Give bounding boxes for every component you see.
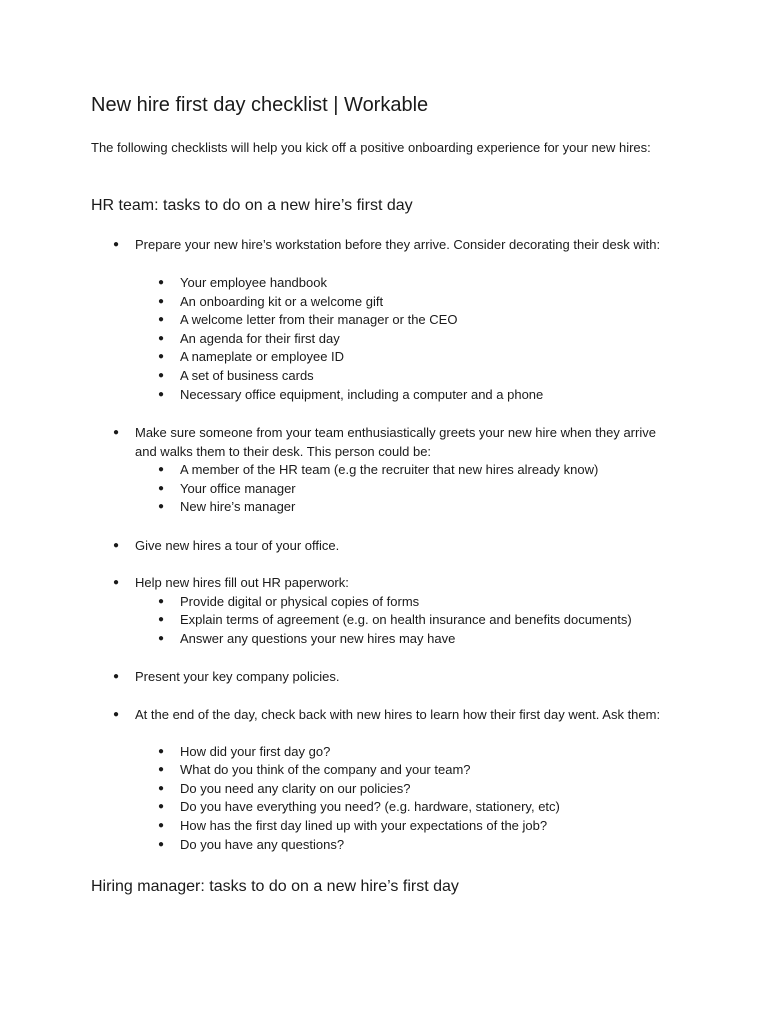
sub-list-item	[158, 330, 680, 349]
sub-list-item-text: Provide digital or physical copies of forms	[180, 593, 420, 609]
sub-list-item-text: An agenda for their first day	[180, 330, 340, 346]
bullet-icon: ●	[158, 614, 165, 626]
sub-list-item	[158, 630, 680, 649]
bullet-icon: ●	[158, 314, 165, 326]
bullet-icon: ●	[113, 539, 120, 551]
bullet-icon: ●	[158, 370, 165, 381]
sub-list-item-text: Do you have everything you need? (e.g. hardware, stationery, etc)	[180, 799, 560, 815]
sub-list-item-text: Answer any questions your new hires may have	[180, 630, 456, 646]
bullet-icon: ●	[158, 277, 165, 288]
bullet-icon: ●	[158, 482, 165, 494]
list-item	[113, 668, 675, 687]
sub-list-item-text: A set of business cards	[180, 368, 314, 383]
list-item	[113, 574, 675, 593]
sub-list-item-text: Your office manager	[180, 480, 296, 496]
sub-list-item-text: New hire’s manager	[180, 499, 296, 515]
sub-list-item-text: Necessary office equipment, including a computer and a phone	[180, 386, 544, 402]
list-item-text: Make sure someone from your team enthusiastically greets your new hire when they arrive and walks them to their desk. This person could be:	[135, 425, 656, 459]
sub-list-item	[158, 367, 680, 386]
sub-list-item-text: How has the first day lined up with your expectations of the job?	[180, 817, 548, 833]
bullet-icon: ●	[158, 745, 165, 757]
sub-list-item-text: A member of the HR team (e.g the recruiter that new hires already know)	[180, 462, 599, 478]
sub-list-item	[158, 480, 680, 499]
sub-list-item-text: What do you think of the company and your team?	[180, 762, 471, 778]
bullet-icon: ●	[113, 708, 120, 720]
bullet-icon: ●	[158, 801, 165, 813]
intro-paragraph: The following checklists will help you kick off a positive onboarding experience for your new hires:	[91, 140, 651, 155]
sub-list-item-text: Your employee handbook	[180, 275, 327, 290]
list-item	[113, 424, 675, 461]
list-item-text: Help new hires fill out HR paperwork:	[135, 574, 349, 590]
sub-list-item-text: A nameplate or employee ID	[180, 349, 345, 365]
sub-list-item	[158, 293, 680, 312]
list-item-text: Present your key company policies.	[135, 669, 340, 684]
sub-list-item-text: Explain terms of agreement (e.g. on health insurance and benefits documents)	[180, 612, 632, 628]
bullet-icon: ●	[158, 501, 165, 513]
sub-list-item	[158, 593, 680, 612]
bullet-icon: ●	[158, 295, 165, 307]
list-item	[113, 236, 675, 255]
sub-list-item-text: Do you need any clarity on our policies?	[180, 780, 411, 796]
sub-list-item	[158, 274, 680, 293]
sub-list-item-text: An onboarding kit or a welcome gift	[180, 293, 384, 309]
list-item	[113, 706, 675, 725]
sub-list-item	[158, 461, 680, 480]
bullet-icon: ●	[158, 464, 165, 476]
sub-list-item	[158, 498, 680, 517]
sub-list-item-text: Do you have any questions?	[180, 836, 345, 852]
bullet-icon: ●	[158, 764, 165, 776]
bullet-icon: ●	[113, 427, 120, 438]
bullet-icon: ●	[158, 838, 165, 850]
document-title: New hire first day checklist | Workable	[91, 94, 429, 116]
list-item	[113, 537, 675, 556]
hiring-manager-heading: Hiring manager: tasks to do on a new hire’s first day	[91, 878, 459, 895]
sub-list-item-text: How did your first day go?	[180, 743, 331, 759]
sub-list-item	[158, 348, 680, 367]
bullet-icon: ●	[158, 819, 165, 831]
sub-list-item-text: A welcome letter from their manager or the CEO	[180, 312, 458, 328]
sub-list-item	[158, 386, 680, 405]
sub-list-item	[158, 817, 680, 836]
bullet-icon: ●	[158, 632, 165, 644]
bullet-icon: ●	[158, 782, 165, 794]
sub-list-item	[158, 611, 680, 630]
bullet-icon: ●	[113, 576, 120, 588]
sub-list-item	[158, 780, 680, 799]
bullet-icon: ●	[158, 595, 165, 607]
sub-list-item	[158, 761, 680, 780]
bullet-icon: ●	[158, 388, 165, 400]
hr-team-heading: HR team: tasks to do on a new hire’s first day	[91, 197, 413, 214]
list-item-text: Give new hires a tour of your office.	[135, 537, 340, 553]
sub-list-item	[158, 743, 680, 762]
sub-list-item	[158, 836, 680, 855]
list-item-text: At the end of the day, check back with new hires to learn how their first day went. Ask them:	[135, 706, 661, 722]
sub-list-item	[158, 798, 680, 817]
bullet-icon: ●	[113, 671, 120, 682]
sub-list-item	[158, 311, 680, 330]
list-item-text: Prepare your new hire’s workstation before they arrive. Consider decorating their desk with:	[135, 237, 661, 252]
bullet-icon: ●	[113, 239, 120, 250]
bullet-icon: ●	[158, 351, 165, 363]
bullet-icon: ●	[158, 332, 165, 344]
